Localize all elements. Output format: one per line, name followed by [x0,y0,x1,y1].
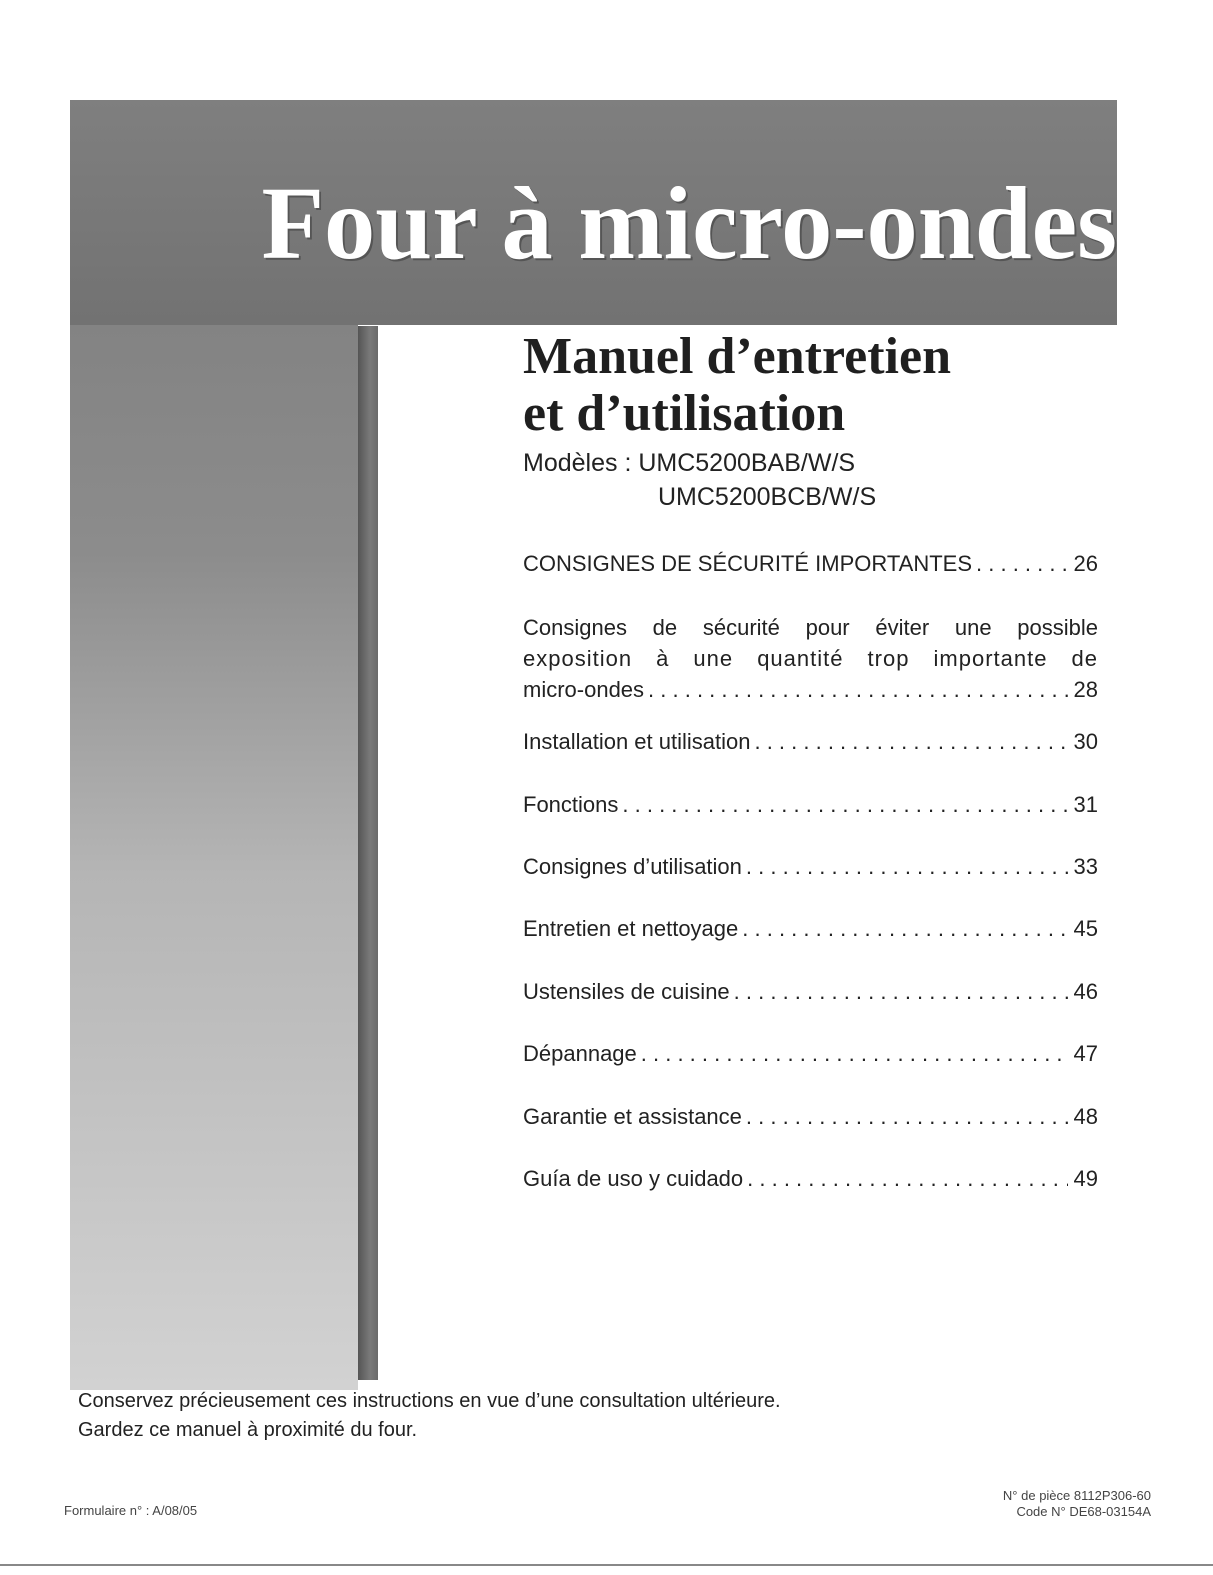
part-number: N° de pièce 8112P306-60 [1002,1488,1151,1503]
toc-leader-dots [742,1104,1068,1130]
footer-note-line1: Conservez précieusement ces instructions en vue d’une consultation ultérieure. [78,1390,781,1412]
toc-entry-functions[interactable] [523,792,1098,822]
toc-leader-dots [750,729,1067,755]
toc-entry-safety[interactable] [523,551,1098,581]
toc-page-number: 30 [1073,729,1098,754]
toc-page-number: 48 [1073,1104,1098,1129]
vertical-divider-bar [358,326,378,1380]
toc-page-number: 26 [1073,551,1098,576]
toc-label-line2: exposition à une quantité trop importante de [523,646,1098,671]
toc-label-line1: Consignes de sécurité pour éviter une possible [523,615,1098,640]
toc-leader-dots [738,916,1067,942]
toc-label: Guía de uso y cuidado [523,1166,744,1191]
toc-entry-maintenance[interactable] [523,916,1098,946]
toc-leader-dots [730,979,1068,1005]
toc-entry-warranty[interactable] [523,1104,1098,1134]
toc-label-line3: micro-ondes [523,677,645,702]
toc-page-number: 33 [1073,854,1098,879]
toc-entry-troubleshooting[interactable] [523,1041,1098,1071]
toc-page-number: 28 [1073,677,1098,702]
manual-title-line1: Manuel d’entretien [523,328,951,385]
model-numbers [523,446,876,514]
toc-leader-dots [742,854,1068,880]
bottom-rule [0,1564,1213,1566]
toc-page-number: 31 [1073,792,1098,817]
toc-entry-utensils[interactable] [523,979,1098,1009]
models-line1: Modèles : UMC5200BAB/W/S [523,449,856,477]
toc-leader-dots [743,1166,1067,1192]
document-title: Four à micro-ondes [261,166,1117,281]
toc-entry-microwave-exposure[interactable] [523,612,1098,704]
toc-page-number: 49 [1073,1166,1098,1191]
toc-entry-installation[interactable] [523,729,1098,759]
toc-page-number: 46 [1073,979,1098,1004]
toc-leader-dots [618,792,1067,818]
keep-instructions-note [78,1387,781,1445]
toc-label: Installation et utilisation [523,729,751,754]
footer-note-line2: Gardez ce manuel à proximité du four. [78,1419,418,1441]
toc-entry-usage[interactable] [523,854,1098,884]
form-number: Formulaire n° : A/08/05 [64,1503,198,1518]
toc-leader-dots [644,674,1067,705]
manual-title-line2: et d’utilisation [523,385,846,442]
toc-label: Consignes d’utilisation [523,854,742,879]
toc-leader-dots [637,1041,1068,1067]
toc-label: Dépannage [523,1041,637,1066]
toc-label: CONSIGNES DE SÉCURITÉ IMPORTANTES [523,551,973,576]
part-info [1003,1488,1151,1520]
models-line2: UMC5200BCB/W/S [658,483,877,511]
toc-page-number: 45 [1073,916,1098,941]
toc-label: Entretien et nettoyage [523,916,739,941]
toc-entry-spanish-guide[interactable] [523,1166,1098,1196]
manual-title [523,328,1123,442]
toc-label: Garantie et assistance [523,1104,742,1129]
toc-leader-dots [972,551,1067,577]
toc-label: Fonctions [523,792,619,817]
toc-page-number: 47 [1073,1041,1098,1066]
code-number: Code N° DE68-03154A [1016,1504,1151,1519]
toc-label: Ustensiles de cuisine [523,979,730,1004]
